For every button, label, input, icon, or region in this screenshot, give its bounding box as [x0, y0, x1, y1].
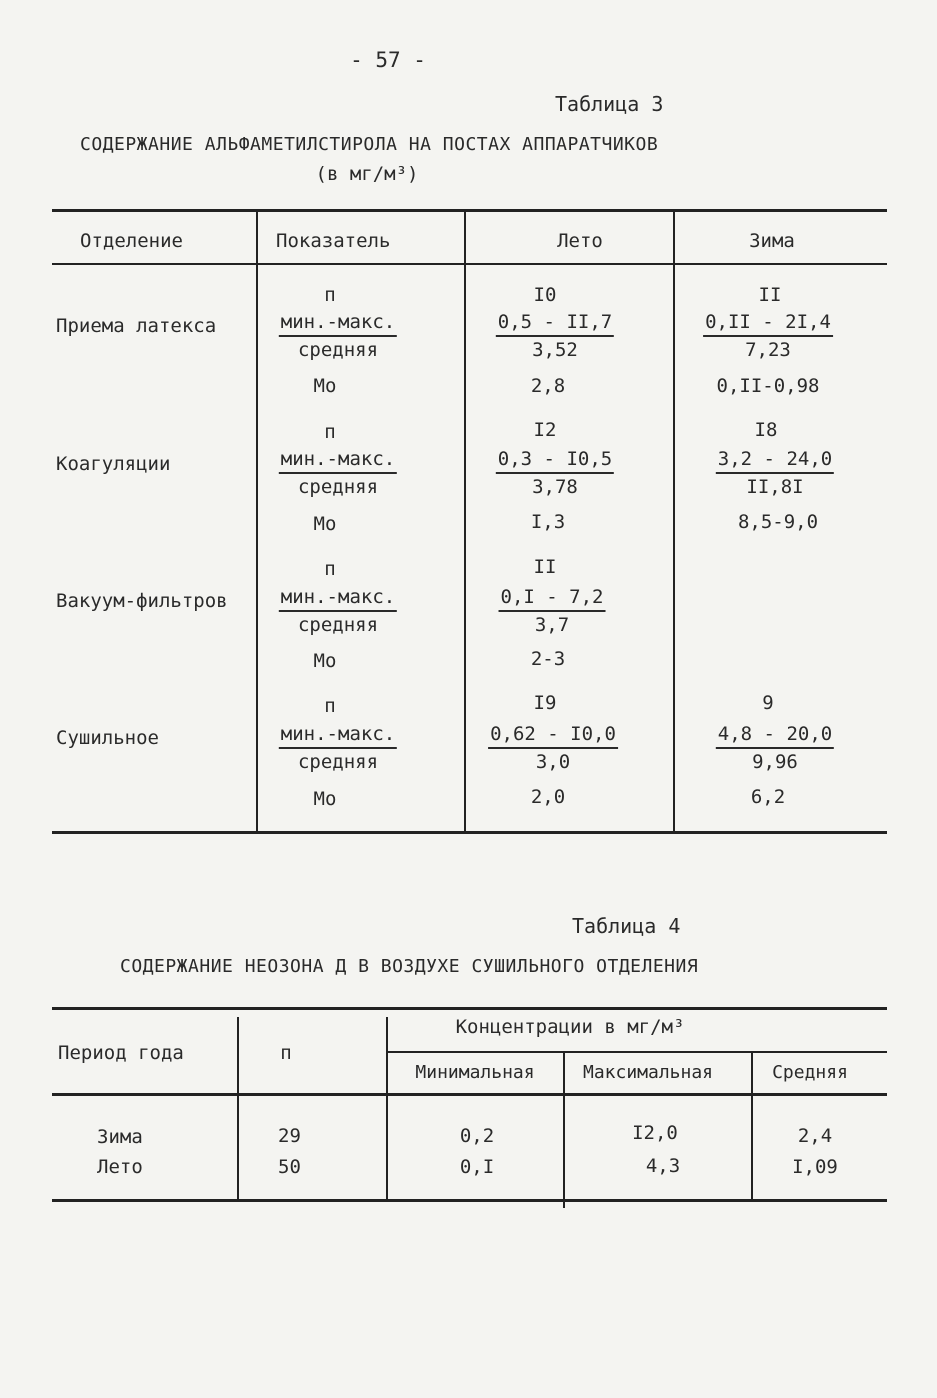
- winter-range-mean: [716, 721, 834, 775]
- table4-header-min: Минимальная: [415, 1062, 535, 1083]
- table3-header-summer: Лето: [557, 230, 603, 252]
- summer-mean: 3,78: [532, 476, 578, 498]
- summer-range-mean: [499, 584, 606, 638]
- winter-n: 9: [762, 692, 774, 714]
- table4-col-divider: [751, 1052, 753, 1200]
- indicator-range-mean-label: [279, 721, 397, 775]
- range-label: мин.-макс.: [279, 584, 397, 612]
- winter-range: 3,2 - 24,0: [716, 446, 834, 474]
- winter-n: I8: [754, 419, 778, 441]
- winter-mode: 0,II-0,98: [716, 375, 820, 397]
- table4-col-divider: [563, 1052, 565, 1208]
- winter-range-mean: [716, 446, 834, 500]
- summer-range-mean: [496, 309, 614, 363]
- mean-label: средняя: [297, 751, 379, 773]
- table4-max: I2,0: [632, 1122, 678, 1144]
- page-number: - 57 -: [350, 48, 426, 72]
- mean-label: средняя: [297, 476, 379, 498]
- table4-caption: Таблица 4: [572, 914, 681, 938]
- table4-mean: 2,4: [797, 1125, 833, 1147]
- summer-range: 0,I - 7,2: [499, 584, 606, 612]
- winter-mean: 9,96: [752, 751, 798, 773]
- winter-mean: II,8I: [746, 476, 804, 498]
- table4-top-rule: [52, 1007, 887, 1010]
- winter-mode: 6,2: [750, 786, 786, 808]
- table4-n: 29: [278, 1125, 301, 1147]
- table4-mean: I,09: [792, 1156, 838, 1178]
- table4-header-period: Период года: [58, 1042, 184, 1064]
- range-label: мин.-макс.: [279, 721, 397, 749]
- indicator-n-label: п: [324, 421, 336, 443]
- table3-top-rule: [52, 209, 887, 212]
- indicator-n-label: п: [324, 284, 336, 306]
- table4-min: 0,I: [459, 1156, 495, 1178]
- table4-header-rule: [52, 1093, 887, 1096]
- table4-header-mean: Средняя: [772, 1062, 848, 1083]
- winter-mode: 8,5-9,0: [737, 511, 819, 533]
- summer-range: 0,62 - I0,0: [488, 721, 618, 749]
- table4-period: Лето: [97, 1156, 143, 1178]
- summer-mode: 2-3: [530, 648, 566, 670]
- summer-n: I9: [533, 692, 557, 714]
- table4-n: 50: [278, 1156, 301, 1178]
- table4-header-max: Максимальная: [582, 1062, 714, 1083]
- table4-col-divider: [237, 1017, 239, 1200]
- table3-col-divider: [256, 209, 258, 834]
- table3-department-label: Приема латекса: [56, 315, 217, 337]
- indicator-mode-label: Mo: [313, 375, 337, 397]
- summer-mean: 3,52: [532, 339, 578, 361]
- summer-mode: 2,0: [530, 786, 566, 808]
- summer-range-mean: [488, 721, 618, 775]
- indicator-range-mean-label: [279, 446, 397, 500]
- winter-range: 0,II - 2I,4: [703, 309, 833, 337]
- summer-mode: I,3: [530, 511, 566, 533]
- table3-header-indicator: Показатель: [276, 230, 391, 252]
- table3-caption: Таблица 3: [555, 92, 664, 116]
- range-label: мин.-макс.: [279, 446, 397, 474]
- indicator-mode-label: Mo: [313, 788, 337, 810]
- table4-bottom-rule: [52, 1199, 887, 1202]
- table3-department-label: Коагуляции: [56, 453, 171, 475]
- winter-mean: 7,23: [745, 339, 791, 361]
- summer-range: 0,3 - I0,5: [496, 446, 614, 474]
- summer-range-mean: [496, 446, 614, 500]
- summer-n: II: [533, 556, 557, 578]
- table4-title: СОДЕРЖАНИЕ НЕОЗОНА Д В ВОЗДУХЕ СУШИЛЬНОГО ОТДЕЛЕНИЯ: [120, 956, 699, 977]
- indicator-mode-label: Mo: [313, 650, 337, 672]
- table4-period: Зима: [97, 1126, 143, 1148]
- summer-mean: 3,7: [534, 614, 570, 636]
- table3-header-department: Отделение: [80, 230, 183, 252]
- table4-concentration-rule: [386, 1051, 887, 1053]
- table4-header-concentration: Концентрации в мг/м³: [455, 1016, 685, 1038]
- table4-min: 0,2: [459, 1125, 495, 1147]
- table3-col-divider: [673, 209, 675, 834]
- winter-range: 4,8 - 20,0: [716, 721, 834, 749]
- table3-department-label: Сушильное: [56, 727, 159, 749]
- table3-title: СОДЕРЖАНИЕ АЛЬФАМЕТИЛСТИРОЛА НА ПОСТАХ АППАРАТЧИКОВ: [80, 134, 659, 155]
- table3-units: (в мг/м³): [315, 163, 419, 185]
- summer-n: I0: [533, 284, 557, 306]
- mean-label: средняя: [297, 614, 379, 636]
- table4-header-n: п: [280, 1042, 292, 1064]
- table4-col-divider: [386, 1017, 388, 1200]
- summer-range: 0,5 - II,7: [496, 309, 614, 337]
- table3-col-divider: [464, 209, 466, 834]
- table3-department-label: Вакуум-фильтров: [56, 590, 228, 612]
- table3-bottom-rule: [52, 831, 887, 834]
- range-label: мин.-макс.: [279, 309, 397, 337]
- summer-mode: 2,8: [530, 375, 566, 397]
- table4-max: 4,3: [645, 1155, 681, 1177]
- winter-range-mean: [703, 309, 833, 363]
- mean-label: средняя: [297, 339, 379, 361]
- winter-n: II: [758, 284, 782, 306]
- indicator-n-label: п: [324, 695, 336, 717]
- indicator-mode-label: Mo: [313, 513, 337, 535]
- summer-n: I2: [533, 419, 557, 441]
- summer-mean: 3,0: [535, 751, 571, 773]
- indicator-range-mean-label: [279, 584, 397, 638]
- indicator-n-label: п: [324, 558, 336, 580]
- table3-header-rule: [52, 263, 887, 265]
- table3-header-winter: Зима: [749, 230, 795, 252]
- indicator-range-mean-label: [279, 309, 397, 363]
